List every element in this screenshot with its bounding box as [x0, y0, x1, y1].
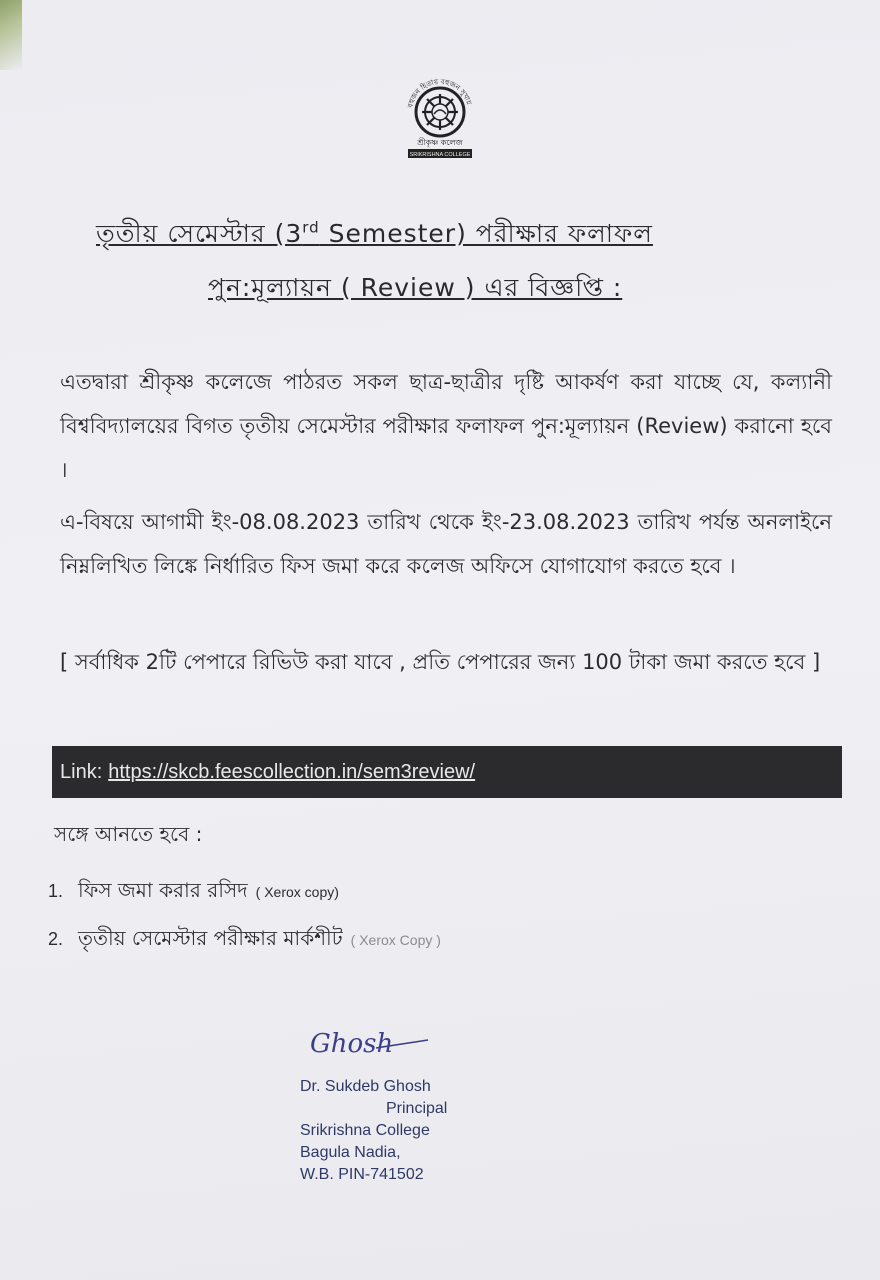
signatory-name: Dr. Sukdeb Ghosh: [300, 1078, 431, 1095]
item-text: ফিস জমা করার রসিদ: [78, 878, 248, 902]
logo-college-name: শ্রীকৃষ্ণ কলেজ: [417, 138, 463, 147]
link-bar: [52, 746, 842, 798]
notice-paragraph-3: [ সর্বাধিক 2টি পেপারে রিভিউ করা যাবে , প্রতি পেপারের জন্য 100 টাকা জমা করতে হবে ]: [60, 650, 821, 674]
signatory-address-line2: W.B. PIN-741502: [300, 1166, 424, 1183]
bring-heading: সঙ্গে আনতে হবে :: [54, 822, 203, 846]
list-item: [48, 876, 648, 924]
notice-paragraph-1: এতদ্বারা শ্রীকৃষ্ণ কলেজে পাঠরত সকল ছাত্র-ছাত্রীর দৃষ্টি আকর্ষণ করা যাচ্ছে যে, কল্যানী বিশ্ববিদ্যালয়ের বিগত তৃতীয় সেমেস্টার পরীক্ষার ফলাফল পুন:মূল্যায়ন (Review) করানো হবে ।: [60, 370, 832, 482]
notice-paragraph-2: এ-বিষয়ে আগামী ইং-08.08.2023 তারিখ থেকে ইং-23.08.2023 তারিখ পর্যন্ত অনলাইনে নিম্নলিখিত লিঙ্কে নির্ধারিত ফিস জমা করে কলেজ অফিসে যোগাযোগ করতে হবে ।: [60, 510, 832, 578]
notice-title-line2: পুন:মূল্যায়ন ( Review ) এর বিজ্ঞপ্তি :: [208, 273, 623, 302]
item-number: 2.: [48, 929, 64, 949]
handwritten-signature: [306, 1022, 436, 1066]
review-link[interactable]: https://skcb.feescollection.in/sem3review/: [108, 761, 476, 783]
item-number: 1.: [48, 881, 64, 901]
title-part: তৃতীয় সেমেস্টার (3: [96, 219, 303, 248]
item-note: ( Xerox copy): [255, 884, 339, 900]
item-text: তৃতীয় সেমেস্টার পরীক্ষার মার্কশীট: [78, 926, 343, 950]
signatory-title: Principal: [386, 1100, 448, 1117]
link-label: Link:: [60, 761, 103, 783]
signature-text: Ghosh: [310, 1029, 394, 1059]
logo-band-text: SRIKRISHNA COLLEGE: [409, 152, 471, 158]
title-superscript: rd: [302, 218, 320, 237]
notice-title-line1: [96, 214, 796, 257]
item-note: ( Xerox Copy ): [350, 932, 441, 948]
title-part: Semester) পরীক্ষার ফলাফল: [319, 219, 653, 248]
background-edge: [0, 0, 22, 70]
college-logo: [398, 72, 482, 162]
signatory-college: Srikrishna College: [300, 1122, 430, 1139]
signatory-address-line1: Bagula Nadia,: [300, 1144, 401, 1161]
logo-motto: বহুজন হিতায় বহুজন সুখায়: [406, 77, 473, 109]
required-documents-list: [48, 876, 648, 972]
list-item: [48, 924, 648, 972]
signatory-block: [300, 1076, 470, 1186]
